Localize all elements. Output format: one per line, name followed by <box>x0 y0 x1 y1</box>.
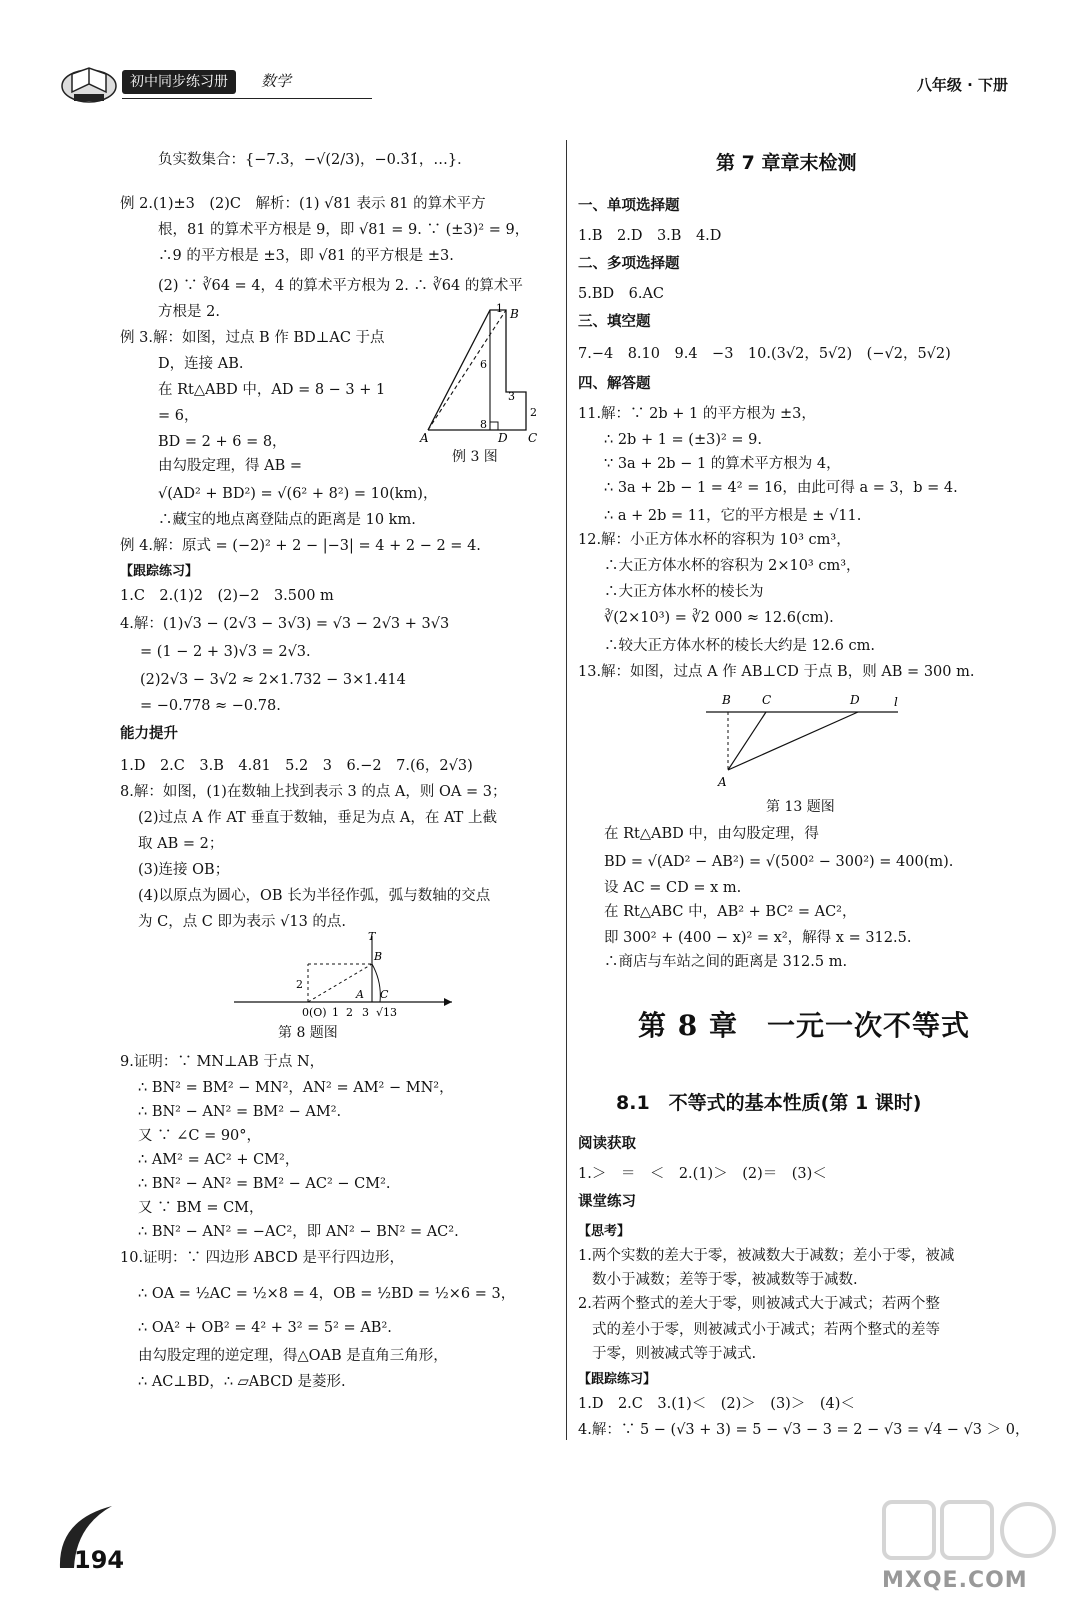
fig3-len-8: 8 <box>480 418 487 431</box>
fig13-label-A: A <box>718 775 727 789</box>
answer-line: 在 Rt△ABD 中，由勾股定理，得 <box>604 826 819 842</box>
fig8-label-sqrt13: √13 <box>376 1006 398 1019</box>
fig3-label-D: D <box>498 431 508 445</box>
tag-label: 【跟踪练习】 <box>120 564 199 579</box>
answer-line: 在 Rt△ABD 中，AD = 8 − 3 + 1 <box>158 382 386 398</box>
answer-line: ∴ 2b + 1 = (±3)² = 9. <box>604 432 763 448</box>
fig3-caption: 例 3 图 <box>452 449 498 465</box>
answer-line: ∴ BN² − AN² = BM² − AM². <box>138 1104 342 1120</box>
answer-line: 又 ∵ BM = CM， <box>138 1200 264 1216</box>
fig8-label-B: B <box>374 950 383 963</box>
answer-line: 又 ∵ ∠C = 90°， <box>138 1128 262 1144</box>
answer-line: 方根是 2. <box>158 304 220 320</box>
answer-line: 数小于减数；差等于零，被减数等于减数. <box>592 1272 858 1288</box>
answer-line: 由勾股定理，得 AB = <box>158 458 302 474</box>
answer-line: ∴较大正方体水杯的棱长大约是 12.6 cm. <box>604 638 875 654</box>
answer-line: 于零，则被减式等于减式. <box>592 1346 757 1362</box>
tag-label: 【跟踪练习】 <box>578 1372 657 1387</box>
answer-line: ∴商店与车站之间的距离是 312.5 m. <box>604 954 848 970</box>
tag-label: 【思考】 <box>578 1224 631 1239</box>
fig8-label-T: T <box>368 930 376 943</box>
fig13-caption: 第 13 题图 <box>766 799 835 815</box>
section-heading: 能力提升 <box>120 726 178 742</box>
answer-line: ∴ OA = ½AC = ½×8 = 4，OB = ½BD = ½×6 = 3， <box>138 1286 516 1302</box>
answer-line: 4.解：∵ 5 − (√3 + 3) = 5 − √3 − 3 = 2 − √3 = √4 − √3 ＞ 0， <box>578 1422 1030 1438</box>
problem13-figure <box>700 690 910 792</box>
answer-line: 例 4.解：原式 = (−2)² + 2 − |−3| = 4 + 2 − 2 = 4. <box>120 538 481 554</box>
page-header <box>58 60 1008 106</box>
example3-figure <box>416 300 556 450</box>
fig3-label-B: B <box>510 307 519 321</box>
chapter7-title: 第 7 章章末检测 <box>716 152 857 174</box>
answer-line: (2) ∵ ∛64 = 4，4 的算术平方根为 2. ∴ ∛64 的算术平 <box>158 278 523 294</box>
answer-line: 7.−4 8.10 9.4 −3 10.(3√2，5√2) (−√2，5√2) <box>578 346 951 362</box>
fig8-tick-2: 2 <box>346 1006 353 1019</box>
answer-line: ∴ AC⊥BD，∴ ▱ABCD 是菱形. <box>138 1374 346 1390</box>
answer-line: 11.解：∵ 2b + 1 的平方根为 ±3， <box>578 406 816 422</box>
chapter8-title: 第 8 章 一元一次不等式 <box>638 1009 970 1042</box>
column-divider <box>566 140 567 1440</box>
answer-line: 例 3.解：如图，过点 B 作 BD⊥AC 于点 <box>120 330 385 346</box>
answer-line: 4.解：(1)√3 − (2√3 − 3√3) = √3 − 2√3 + 3√3 <box>120 616 450 632</box>
answer-line: 1.B 2.D 3.B 4.D <box>578 228 722 244</box>
answer-line: = −0.778 ≈ −0.78. <box>140 698 281 714</box>
answer-line: 由勾股定理的逆定理，得△OAB 是直角三角形， <box>138 1348 448 1364</box>
answer-line: 8.解：如图，(1)在数轴上找到表示 3 的点 A，则 OA = 3； <box>120 784 507 800</box>
fig3-len-2: 2 <box>530 406 537 419</box>
section-heading: 三、填空题 <box>578 314 651 330</box>
answer-line: 13.解：如图，过点 A 作 AB⊥CD 于点 B，则 AB = 300 m. <box>578 664 975 680</box>
fig8-len-2: 2 <box>296 978 303 991</box>
fig3-len-3: 3 <box>508 390 515 403</box>
answer-line: ∴ BN² − AN² = −AC²，即 AN² − BN² = AC². <box>138 1224 459 1240</box>
answer-line: ∵ 3a + 2b − 1 的算术平方根为 4， <box>604 456 841 472</box>
answer-line: BD = 2 + 6 = 8， <box>158 434 287 450</box>
fig3-label-A: A <box>420 431 429 445</box>
answer-line: 2.若两个整式的差大于零，则被减式大于减式；若两个整 <box>578 1296 940 1312</box>
section-heading: 阅读获取 <box>578 1136 636 1152</box>
answer-line: 10.证明：∵ 四边形 ABCD 是平行四边形， <box>120 1250 405 1266</box>
book-logo-icon <box>60 64 118 104</box>
answer-line: ∴ OA² + OB² = 4² + 3² = 5² = AB². <box>138 1320 392 1336</box>
answer-line: ∴9 的平方根是 ±3，即 √81 的平方根是 ±3. <box>158 248 454 264</box>
fig8-label-A: A <box>356 988 364 1001</box>
fig8-tick-3: 3 <box>362 1006 369 1019</box>
fig13-label-l: l <box>894 695 898 709</box>
answer-line: ∴藏宝的地点离登陆点的距离是 10 km. <box>158 512 416 528</box>
answer-line: 即 300² + (400 − x)² = x²，解得 x = 312.5. <box>604 930 912 946</box>
fig8-caption: 第 8 题图 <box>278 1025 338 1041</box>
grade-label: 八年级 · 下册 <box>916 76 1008 94</box>
section-heading: 一、单项选择题 <box>578 198 680 214</box>
answer-line: BD = √(AD² − AB²) = √(500² − 300²) = 400(m). <box>604 854 954 870</box>
section81-title: 8.1 不等式的基本性质(第 1 课时) <box>616 1092 922 1114</box>
answer-line: (2)过点 A 作 AT 垂直于数轴，垂足为点 A，在 AT 上截 <box>138 810 497 826</box>
answer-line: (4)以原点为圆心，OB 长为半径作弧，弧与数轴的交点 <box>138 888 491 904</box>
answer-line: 根，81 的算术平方根是 9，即 √81 = 9. ∵ (±3)² = 9， <box>158 222 530 238</box>
answer-line: (3)连接 OB； <box>138 862 230 878</box>
answer-line: ∴ BN² − AN² = BM² − AC² − CM². <box>138 1176 391 1192</box>
fig13-label-B: B <box>722 693 731 707</box>
answer-line: 1.D 2.C 3.B 4.81 5.2 3 6.−2 7.(6，2√3) <box>120 758 473 774</box>
fig8-label-C: C <box>380 988 389 1001</box>
section-heading: 二、多项选择题 <box>578 256 680 272</box>
answer-line: ∴大正方体水杯的棱长为 <box>604 584 764 600</box>
answer-line: 5.BD 6.AC <box>578 286 665 302</box>
section-heading: 四、解答题 <box>578 376 651 392</box>
series-title: 初中同步练习册 <box>122 70 236 94</box>
fig8-label-O: 0(O) <box>302 1006 327 1019</box>
answer-line: 12.解：小正方体水杯的容积为 10³ cm³， <box>578 532 851 548</box>
answer-line: 式的差小于零，则被减式小于减式；若两个整式的差等 <box>592 1322 940 1338</box>
answer-line: ∛(2×10³) = ∛2 000 ≈ 12.6(cm). <box>604 610 834 626</box>
answer-line: √(AD² + BD²) = √(6² + 8²) = 10(km)， <box>158 486 438 502</box>
fig3-label-C: C <box>528 431 538 445</box>
problem8-figure <box>230 930 460 1020</box>
fig13-label-C: C <box>762 693 772 707</box>
section-heading: 课堂练习 <box>578 1194 636 1210</box>
answer-line: 1.D 2.C 3.(1)＜ (2)＞ (3)＞ (4)＜ <box>578 1396 855 1412</box>
answer-line: 为 C，点 C 即为表示 √13 的点. <box>138 914 347 930</box>
answer-line: = (1 − 2 + 3)√3 = 2√3. <box>140 644 311 660</box>
answer-line: ∴大正方体水杯的容积为 2×10³ cm³， <box>604 558 861 574</box>
fig3-len-1: 1 <box>496 302 503 315</box>
fig13-label-D: D <box>850 693 860 707</box>
header-rule <box>122 98 372 99</box>
answer-line: 设 AC = CD = x m. <box>604 880 742 896</box>
answer-line: ∴ AM² = AC² + CM²， <box>138 1152 300 1168</box>
page-number: 194 <box>74 1546 125 1574</box>
answer-line: 例 2.(1)±3 (2)C 解析：(1) √81 表示 81 的算术平方 <box>120 196 486 212</box>
watermark-url: MXQE.COM <box>882 1568 1028 1593</box>
answer-line: 1.＞ ＝ ＜ 2.(1)＞ (2)＝ (3)＜ <box>578 1166 827 1182</box>
answer-line: 在 Rt△ABC 中，AB² + BC² = AC²， <box>604 904 857 920</box>
answer-line: ∴ a + 2b = 11，它的平方根是 ± √11. <box>604 508 862 524</box>
answer-line: D，连接 AB. <box>158 356 244 372</box>
answer-line: = 6， <box>158 408 199 424</box>
answer-line: 取 AB = 2； <box>138 836 224 852</box>
subject-label: 数学 <box>261 72 292 90</box>
answer-line: (2)2√3 − 3√2 ≈ 2×1.732 − 3×1.414 <box>140 672 406 688</box>
fig3-len-6: 6 <box>480 358 487 371</box>
fig8-tick-1: 1 <box>332 1006 339 1019</box>
answer-line: 1.两个实数的差大于零，被减数大于减数；差小于零，被减 <box>578 1248 955 1264</box>
answer-line: ∴ BN² = BM² − MN²，AN² = AM² − MN²， <box>138 1080 454 1096</box>
answer-line: 负实数集合：{−7.3，−√(2/3)，−0.3̇1̇，…}． <box>158 152 472 168</box>
answer-line: 1.C 2.(1)2 (2)−2 3.500 m <box>120 588 334 604</box>
answer-line: 9.证明：∵ MN⊥AB 于点 N， <box>120 1054 325 1070</box>
answer-line: ∴ 3a + 2b − 1 = 4² = 16，由此可得 a = 3，b = 4. <box>604 480 958 496</box>
